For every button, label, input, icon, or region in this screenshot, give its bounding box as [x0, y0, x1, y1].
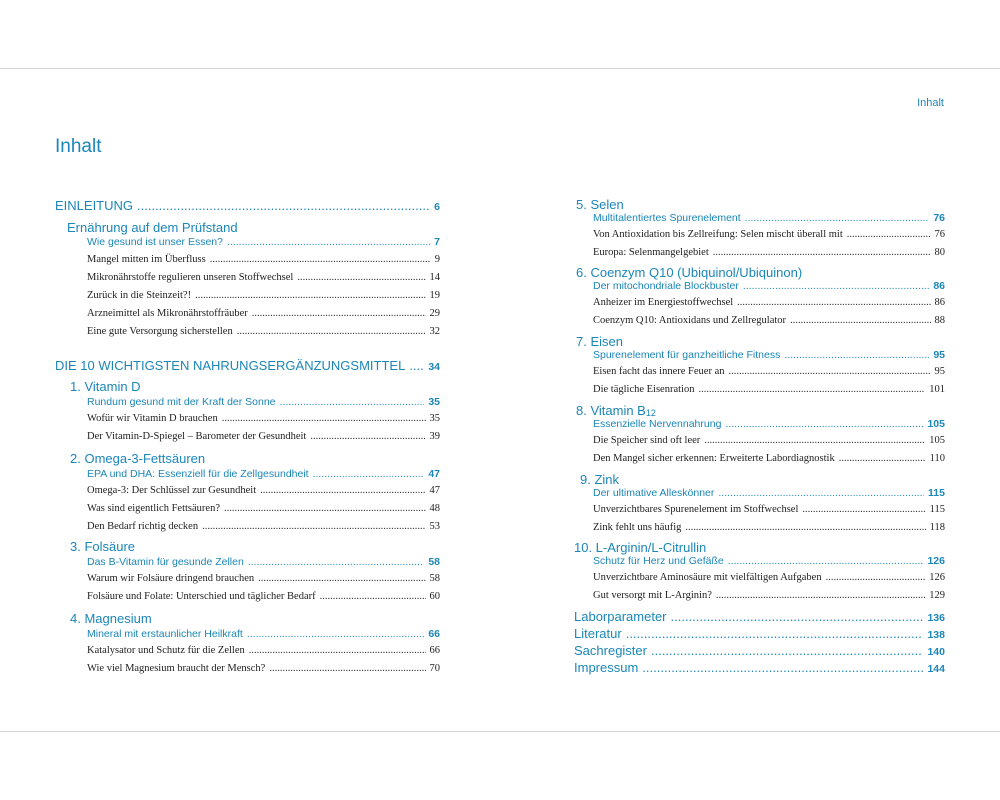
toc-entry-leader — [210, 254, 431, 265]
toc-entry-page-number: 48 — [429, 503, 440, 514]
toc-chapter-sub-page-number: 95 — [933, 349, 945, 361]
toc-entry-leader — [847, 229, 931, 240]
toc-intro-sub-label: Wie gesund ist unser Essen? — [87, 236, 223, 248]
toc-entry-label: Unverzichtbares Spurenelement im Stoffwechsel — [593, 504, 799, 515]
toc-chapter-sub-label: Multitalentiertes Spurenelement — [593, 212, 741, 224]
toc-entry-label: Von Antioxidation bis Zellreifung: Selen mischt überall mit — [593, 229, 843, 240]
toc-back-matter[interactable] — [574, 626, 945, 641]
toc-entry-label: Mikronährstoffe regulieren unseren Stoffwechsel — [87, 272, 294, 283]
toc-entry-leader — [729, 366, 931, 377]
toc-chapter-sub-leader — [718, 487, 924, 499]
toc-entry-label: Mangel mitten im Überfluss — [87, 254, 206, 265]
toc-entry-label: Europa: Selenmangelgebiet — [593, 247, 709, 258]
toc-chapter-sub-page-number: 115 — [928, 487, 945, 499]
toc-entry-page-number: 14 — [429, 272, 440, 283]
toc-entry-page-number: 35 — [429, 413, 440, 424]
toc-entry-page-number: 126 — [929, 572, 945, 583]
toc-chapter[interactable]: 7. Eisen — [576, 334, 623, 349]
toc-chapter-sub-page-number: 58 — [428, 556, 440, 568]
toc-entry-leader — [737, 297, 930, 308]
toc-entry-page-number: 129 — [929, 590, 945, 601]
toc-main-label: DIE 10 WICHTIGSTEN NAHRUNGSERGÄNZUNGSMITTEL — [55, 358, 406, 373]
toc-chapter[interactable]: 2. Omega-3-Fettsäuren — [70, 451, 206, 466]
toc-entry-label: Der Vitamin-D-Spiegel – Barometer der Gesundheit — [87, 431, 307, 442]
toc-entry-page-number: 70 — [429, 663, 440, 674]
toc-entry-leader — [839, 453, 926, 464]
toc-intro[interactable] — [55, 198, 440, 213]
toc-entry-label: Zink fehlt uns häufig — [593, 522, 682, 533]
toc-back-matter-leader — [651, 643, 923, 658]
toc-chapter-sub[interactable] — [87, 556, 440, 568]
toc-entry[interactable] — [87, 326, 440, 337]
toc-entry[interactable] — [593, 315, 945, 326]
toc-entry-leader — [249, 645, 426, 656]
toc-entry[interactable] — [87, 503, 440, 514]
toc-entry-page-number: 80 — [934, 247, 945, 258]
toc-entry-leader — [716, 590, 925, 601]
toc-entry-page-number: 105 — [929, 435, 945, 446]
toc-entry-page-number: 60 — [429, 591, 440, 602]
toc-entry-leader — [685, 522, 925, 533]
toc-chapter[interactable]: 10. L-Arginin/L-Citrullin — [574, 540, 707, 555]
toc-chapter-sub[interactable] — [593, 487, 945, 499]
toc-chapter[interactable]: 4. Magnesium — [70, 611, 152, 626]
toc-entry-label: Wie viel Magnesium braucht der Mensch? — [87, 663, 266, 674]
toc-back-matter-page-number: 136 — [927, 612, 945, 624]
toc-main[interactable] — [55, 358, 440, 373]
toc-entry-leader — [698, 384, 925, 395]
toc-chapter-sub[interactable] — [87, 628, 440, 640]
toc-back-matter[interactable] — [574, 609, 945, 624]
toc-back-matter-leader — [671, 609, 924, 624]
toc-entry-page-number: 110 — [929, 453, 945, 464]
toc-entry[interactable] — [593, 384, 945, 395]
toc-entry-leader — [713, 247, 931, 258]
toc-entry[interactable] — [593, 366, 945, 377]
toc-chapter-sub-label: Rundum gesund mit der Kraft der Sonne — [87, 396, 276, 408]
toc-entry-leader — [826, 572, 926, 583]
toc-back-matter-leader — [642, 660, 923, 675]
toc-back-matter-label: Literatur — [574, 626, 622, 641]
toc-chapter-sub[interactable] — [87, 396, 440, 408]
toc-entry-label: Was sind eigentlich Fettsäuren? — [87, 503, 220, 514]
toc-entry-page-number: 115 — [929, 504, 945, 515]
toc-chapter-sub-label: EPA und DHA: Essenziell für die Zellgesundheit — [87, 468, 309, 480]
page-title: Inhalt — [55, 136, 102, 157]
toc-entry-page-number: 88 — [934, 315, 945, 326]
toc-entry-leader — [790, 315, 930, 326]
toc-chapter-sub-label: Das B-Vitamin für gesunde Zellen — [87, 556, 244, 568]
toc-chapter-sub[interactable] — [87, 468, 440, 480]
toc-intro-sub[interactable] — [87, 236, 440, 248]
toc-main-page-number: 34 — [428, 361, 440, 373]
toc-entry-page-number: 53 — [429, 521, 440, 532]
toc-entry[interactable] — [87, 254, 440, 265]
toc-entry-leader — [224, 503, 426, 514]
toc-entry-leader — [269, 663, 425, 674]
toc-chapter-sub-label: Schutz für Herz und Gefäße — [593, 555, 724, 567]
toc-entry-label: Eisen facht das innere Feuer an — [593, 366, 725, 377]
toc-back-matter[interactable] — [574, 660, 945, 675]
toc-intro-sub-page-number: 7 — [434, 236, 440, 248]
toc-chapter[interactable]: 3. Folsäure — [70, 539, 136, 554]
toc-back-matter-label: Sachregister — [574, 643, 647, 658]
toc-entry[interactable] — [593, 435, 945, 446]
toc-entry-page-number: 29 — [429, 308, 440, 319]
toc-entry-leader — [297, 272, 425, 283]
toc-entry-label: Warum wir Folsäure dringend brauchen — [87, 573, 255, 584]
toc-entry[interactable] — [87, 591, 440, 602]
toc-back-matter-page-number: 138 — [927, 629, 945, 641]
toc-chapter-sub-label: Der mitochondriale Blockbuster — [593, 280, 739, 292]
toc-entry[interactable] — [593, 590, 945, 601]
toc-entry[interactable] — [87, 431, 440, 442]
toc-main-leader — [409, 358, 424, 373]
toc-entry[interactable] — [593, 453, 945, 464]
toc-chapter[interactable]: 5. Selen — [576, 197, 624, 212]
toc-entry-label: Den Mangel sicher erkennen: Erweiterte Labordiagnostik — [593, 453, 835, 464]
toc-intro-leader — [137, 198, 430, 213]
toc-entry-label: Anheizer im Energiestoffwechsel — [593, 297, 734, 308]
toc-back-matter[interactable] — [574, 643, 945, 658]
toc-chapter-sub-leader — [313, 468, 425, 480]
toc-entry-leader — [320, 591, 426, 602]
toc-entry-page-number: 76 — [934, 229, 945, 240]
toc-chapter-sub-label: Spurenelement für ganzheitliche Fitness — [593, 349, 781, 361]
toc-chapter-sub[interactable] — [593, 280, 945, 292]
toc-entry[interactable] — [87, 521, 440, 532]
toc-chapter-sub-leader — [784, 349, 929, 361]
toc-entry-page-number: 39 — [429, 431, 440, 442]
toc-entry[interactable] — [87, 645, 440, 656]
toc-entry[interactable] — [87, 308, 440, 319]
toc-entry-label: Gut versorgt mit L-Arginin? — [593, 590, 712, 601]
toc-entry-page-number: 19 — [429, 290, 440, 301]
toc-entry-leader — [222, 413, 426, 424]
toc-chapter-sub-page-number: 76 — [933, 212, 945, 224]
toc-chapter-sub-page-number: 86 — [933, 280, 945, 292]
toc-chapter[interactable]: 8. Vitamin B 12 — [576, 403, 656, 418]
toc-intro-sub-leader — [227, 236, 430, 248]
toc-entry-label: Die tägliche Eisenration — [593, 384, 695, 395]
toc-entry[interactable] — [593, 504, 945, 515]
toc-intro-section[interactable]: Ernährung auf dem Prüfstand — [67, 220, 238, 235]
toc-entry-leader — [237, 326, 426, 337]
toc-chapter-sub-label: Essenzielle Nervennahrung — [593, 418, 722, 430]
toc-chapter-sub[interactable] — [593, 555, 945, 567]
toc-entry-leader — [195, 290, 425, 301]
toc-entry[interactable] — [593, 522, 945, 533]
running-head: Inhalt — [917, 97, 944, 109]
toc-entry-leader — [260, 485, 425, 496]
toc-chapter-sub-leader — [247, 628, 425, 640]
toc-entry[interactable] — [593, 297, 945, 308]
toc-entry-label: Katalysator und Schutz für die Zellen — [87, 645, 245, 656]
toc-chapter-sub-leader — [743, 280, 929, 292]
toc-entry-page-number: 101 — [929, 384, 945, 395]
toc-entry-label: Wofür wir Vitamin D brauchen — [87, 413, 218, 424]
toc-chapter-sub[interactable] — [593, 212, 945, 224]
toc-back-matter-page-number: 144 — [927, 663, 945, 675]
toc-entry-leader — [252, 308, 426, 319]
toc-chapter-sub[interactable] — [593, 349, 945, 361]
toc-entry[interactable] — [87, 290, 440, 301]
toc-chapter-sub-page-number: 66 — [428, 628, 440, 640]
toc-chapter-sub-leader — [745, 212, 930, 224]
toc-entry-page-number: 86 — [934, 297, 945, 308]
toc-back-matter-page-number: 140 — [927, 646, 945, 658]
toc-entry[interactable] — [593, 247, 945, 258]
toc-entry-label: Folsäure und Folate: Unterschied und täglicher Bedarf — [87, 591, 316, 602]
toc-chapter[interactable]: 6. Coenzym Q10 (Ubiquinol/Ubiquinon) — [576, 265, 803, 280]
toc-chapter-sub-page-number: 126 — [927, 555, 945, 567]
toc-back-matter-label: Impressum — [574, 660, 639, 675]
toc-entry-leader — [258, 573, 425, 584]
toc-entry-label: Omega-3: Der Schlüssel zur Gesundheit — [87, 485, 257, 496]
toc-chapter[interactable]: 1. Vitamin D — [70, 379, 141, 394]
toc-entry[interactable] — [87, 573, 440, 584]
toc-entry[interactable] — [87, 272, 440, 283]
toc-entry[interactable] — [593, 572, 945, 583]
toc-entry-label: Coenzym Q10: Antioxidans und Zellregulator — [593, 315, 787, 326]
toc-chapter-sub-label: Mineral mit erstaunlicher Heilkraft — [87, 628, 243, 640]
toc-entry-page-number: 58 — [429, 573, 440, 584]
toc-entry-leader — [202, 521, 425, 532]
toc-chapter-sub-leader — [248, 556, 425, 568]
toc-entry[interactable] — [87, 485, 440, 496]
toc-entry-label: Zurück in die Steinzeit?! — [87, 290, 192, 301]
toc-entry-page-number: 9 — [434, 254, 440, 265]
toc-chapter-sub-leader — [728, 555, 924, 567]
toc-chapter-sub-page-number: 105 — [927, 418, 945, 430]
toc-entry[interactable] — [87, 413, 440, 424]
toc-entry[interactable] — [593, 229, 945, 240]
toc-chapter-subscript: 12 — [645, 408, 656, 418]
toc-entry-page-number: 66 — [429, 645, 440, 656]
toc-back-matter-label: Laborparameter — [574, 609, 667, 624]
toc-chapter-sub-label: Der ultimative Alleskönner — [593, 487, 715, 499]
toc-entry-label: Eine gute Versorgung sicherstellen — [87, 326, 233, 337]
toc-entry-page-number: 32 — [429, 326, 440, 337]
toc-entry-label: Die Speicher sind oft leer — [593, 435, 701, 446]
toc-chapter-sub-leader — [725, 418, 923, 430]
toc-chapter-sub-page-number: 47 — [428, 468, 440, 480]
toc-intro-label: EINLEITUNG — [55, 198, 134, 213]
toc-entry-page-number: 47 — [429, 485, 440, 496]
toc-entry-page-number: 95 — [934, 366, 945, 377]
toc-entry-leader — [802, 504, 925, 515]
toc-entry[interactable] — [87, 663, 440, 674]
toc-entry-leader — [310, 431, 425, 442]
toc-entry-label: Unverzichtbare Aminosäure mit vielfältigen Aufgaben — [593, 572, 822, 583]
toc-entry-leader — [704, 435, 925, 446]
toc-entry-page-number: 118 — [929, 522, 945, 533]
toc-entry-label: Den Bedarf richtig decken — [87, 521, 199, 532]
toc-chapter-sub-page-number: 35 — [428, 396, 440, 408]
toc-back-matter-leader — [626, 626, 924, 641]
toc-chapter-sub-leader — [280, 396, 425, 408]
toc-intro-page-number: 6 — [434, 201, 440, 213]
toc-entry-label: Arzneimittel als Mikronährstoffräuber — [87, 308, 248, 319]
toc-chapter[interactable]: 9. Zink — [580, 472, 620, 487]
toc-chapter-sub[interactable] — [593, 418, 945, 430]
